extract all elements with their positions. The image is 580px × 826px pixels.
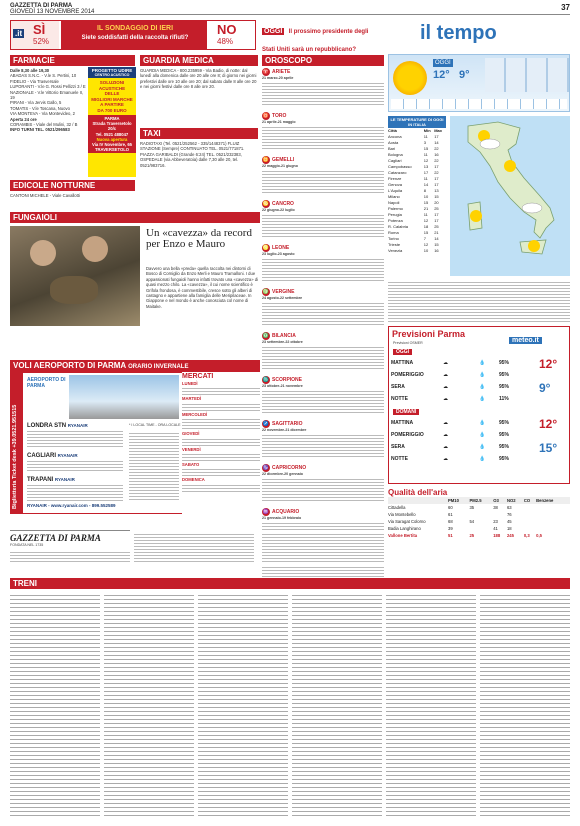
- farmacie-list: Dalle 8,30 alle 19,30 ABADAS S.N.C. - V.le S. Pertini, 10 FIDELIO - Via Trasversale LUPORANTI - V.le G. Rossi Pellizzi 3 / E NAZIONALE - V.le Vittorio Emanuele II, 19 PIRANI - Via Jervis Gallo, 5 TOMATIS - V.le Toscana, Nuovo VIA MONTEVA - Via Montevideo, 2 Aperta 24 ore CORAMBIS - Viale del Mulini, 32 / B INFO TURNI TEL. 0521/296583: [10, 68, 86, 133]
- oggi-poll: [262, 20, 372, 53]
- treni-title: TRENI: [10, 578, 570, 589]
- guardia-text: GUARDIA MEDICA - 800.235959 - Via Badio, di notte: dal lunedì alla domenica dalle ore 20 alle ore 8; di giorno nei giorni prefestivi dalle ore 10 alle ore 20; dal sabato dalle 8 alle ore 20 e nei giorni festivi dalle ore 8 alle ore 20.: [140, 68, 257, 90]
- publication: GAZZETTA DI PARMA GIOVEDÌ 13 NOVEMBRE 2014: [10, 3, 95, 15]
- day-domani-label: DOMANI: [393, 409, 419, 415]
- domani-min: 15°: [539, 441, 558, 455]
- fungaioli-photo: [10, 226, 140, 326]
- weather-strip: [388, 54, 570, 112]
- route-trapani: TRAPANI RYANAIR: [27, 477, 123, 501]
- airport-logo: AEROPORTO DI PARMA: [27, 377, 66, 389]
- route-cagliari: CAGLIARI RYANAIR: [27, 453, 123, 471]
- poll-box: [10, 20, 256, 50]
- capricorno-icon: ♑: [262, 465, 270, 471]
- sign-sagittario: ♐ SAGITTARIO 22 novembre-21 dicembre: [262, 420, 384, 464]
- sign-vergine: ♍ VERGINE 24 agosto-22 settembre: [262, 288, 384, 332]
- page-header: [10, 3, 570, 15]
- mercati: MERCATI LUNEDÌ MARTEDÌ MERCOLEDÌ GIOVEDÌ VENERDÌ SABATO DOMENICA: [182, 372, 260, 514]
- weather-title: il tempo: [420, 22, 497, 44]
- fungaioli-lead: Davvero una bella «preda» quella raccolta nei dintorni di Bosco di Corniglio da Enzo Merli e Mauro Tramalloni. I due appassionati fungaioli hanno infatti trovato una «cavezza» di quasi mezzo chilo. La «cavezza», il cui nome scientifico è Grifola frondosa, è commestibile, cresce sotto gli alberi di castagno e appartiene alla famiglia delle Meripilaceae. In Giappone e nel mondo è anche conosciuta col nome di Maitake.: [146, 266, 258, 309]
- sign-gemelli: ♊ GEMELLI 22 maggio-21 giugno: [262, 156, 384, 200]
- temperature-italia: LE TEMPERATURE DI OGGI IN ITALIA Città Min Max Ancona 11 17 Aosta 3 14 Bari 15 22 Bologna 11 16 Cagliari 12 22 Campobasso 13 17 Catanzaro 17 22 Firenze 11 17 Genova 14 17 L'Aquila 8 13 Milano 10 15 Napoli 15 20 Palermo 21 25 Perugia 11 17 Potenza 12 17 R. Calabria 18 25 Roma 15 21 Torino 7 14 Trieste 12 15 Venezia 10 16: [388, 116, 446, 254]
- previsioni-text: [388, 280, 570, 322]
- oggi-question: Il prossimo presidente degli Stati Uniti sarà un repubblicano?: [262, 29, 369, 53]
- previsioni-parma: [388, 326, 570, 484]
- scorpione-icon: ♏: [262, 377, 270, 383]
- sagittario-icon: ♐: [262, 421, 270, 427]
- edicole-line: CANTONI MICHELE - Viale Cavallotti: [10, 193, 80, 198]
- sign-scorpione: ♏ SCORPIONE 23 ottobre-21 novembre: [262, 376, 384, 420]
- sign-cancro: ♋ CANCRO 22 giugno-22 luglio: [262, 200, 384, 244]
- bilancia-icon: ♎: [262, 333, 270, 339]
- fungaioli-title: FUNGAIOLI: [10, 212, 260, 223]
- oroscopo-title: OROSCOPO: [262, 55, 384, 66]
- ryanair-footer: RYANAIR - www.ryanair.com - 899.552589: [27, 503, 116, 508]
- yes-label: SÌ: [33, 22, 46, 37]
- voli-title: VOLI AEROPORTO DI PARMA ORARIO INVERNALE: [10, 360, 260, 373]
- oggi-max: 12°: [539, 357, 558, 371]
- italy-map-svg: [450, 116, 570, 276]
- sign-leone: ♌ LEONE 23 luglio-23 agosto: [262, 244, 384, 288]
- gemelli-icon: ♊: [262, 157, 270, 163]
- acquario-icon: ♒: [262, 509, 270, 515]
- day-oggi-label: OGGI: [393, 349, 412, 355]
- edicole-title: EDICOLE NOTTURNE: [10, 180, 135, 191]
- yes-percent: 52%: [33, 37, 50, 46]
- treni-columns: [10, 592, 570, 818]
- oggi-table: MATTINA ☁ 💧 95% POMERIGGIO ☁ 💧 95% SERA ☁ 💧 95% NOTTE ☁ 💧 11%: [391, 360, 510, 402]
- taxi-title: TAXI: [140, 128, 258, 139]
- ticket-desk-side: Biglietteria Ticket desk +39.0521.951515: [11, 373, 23, 513]
- farmacie-title: FARMACIE: [10, 55, 135, 66]
- italy-map: [450, 116, 570, 276]
- credits: [134, 532, 254, 564]
- poll-title: IL SONDAGGIO DI IERI: [96, 25, 174, 32]
- ariete-icon: ♈: [262, 69, 270, 75]
- no-percent: 48%: [217, 37, 234, 46]
- legal-notice: [262, 532, 384, 564]
- sign-acquario: ♒ ACQUARIO 21 gennaio-19 febbraio: [262, 508, 384, 552]
- previsioni-by: Previsioni OSMER: [393, 341, 423, 345]
- masthead: GAZZETTA DI PARMA FONDATA NEL 1735: [10, 530, 130, 566]
- meteo-it-logo: meteo.it: [509, 337, 542, 344]
- sign-ariete: ♈ ARIETE 21 marzo-20 aprile: [262, 68, 384, 112]
- sign-bilancia: ♎ BILANCIA 23 settembre-22 ottobre: [262, 332, 384, 376]
- today-min: 9°: [459, 69, 470, 81]
- oggi-label: OGGI: [264, 28, 283, 35]
- today-chip: OGGI: [435, 60, 451, 66]
- sign-capricorno: ♑ CAPRICORNO 22 dicembre-20 gennaio: [262, 464, 384, 508]
- oggi-min: 9°: [539, 381, 551, 395]
- vergine-icon: ♍: [262, 289, 270, 295]
- progetto-udire-ad: PROGETTO UDIRE CENTRO ACUSTICO SOLUZIONI ACUSTICHE DELLE MIGLIORI MARCHE A PARTIRE DA 700 EURO PARMA Strada Traversetolo 20/c Tel. 0521 488047 Nuova apertura Via IV Novembre, 65 TRAVERSETOLO: [88, 67, 136, 177]
- domani-table: MATTINA ☁ 💧 95% POMERIGGIO ☁ 💧 95% SERA ☁ 💧 95% NOTTE ☁ 💧 95%: [391, 420, 510, 462]
- cancro-icon: ♋: [262, 201, 270, 207]
- domani-max: 12°: [539, 417, 558, 431]
- previsioni-title: Previsioni Parma: [392, 329, 466, 339]
- leone-icon: ♌: [262, 245, 270, 251]
- sign-toro: ♉ TORO 21 aprile-21 maggio: [262, 112, 384, 156]
- toro-icon: ♉: [262, 113, 270, 119]
- poll-question: Siete soddisfatti della raccolta rifiuti?: [81, 35, 189, 41]
- qualita-aria: Qualità dell'aria PM10 PM2.5 O3 NO2 CO Benzene Cittadella 60 35 38 63 Via Montebello 61 76 Via Saragat Colorno 68 54 23 45 Badia Langhirano 39 41 18 Vallone Bertita 51 25 188 245 0,3 0,5: [388, 488, 570, 562]
- taxi-text: RADIOTAXI (Tel. 0521/252562 - 335/1448371) FLUIZ STAZIONE (Sempre) CONTINUATO TEL. 0521/771871. PIAZZA GARIBALDI (Grande 6:24) TEL. 0521/232383, OSPEDALE (via Abbeveratoia) dalle 7,30 alle 20, tel. 0521/983716.: [140, 141, 245, 168]
- route-londra: LONDRA STN RYANAIR: [27, 423, 123, 447]
- no-label: NO: [217, 22, 237, 37]
- page-number: 37: [561, 3, 570, 12]
- airport-photo: [69, 375, 179, 419]
- guardia-title: GUARDIA MEDICA: [140, 55, 258, 66]
- today-max: 12°: [433, 69, 450, 81]
- local-time-note: * I LOCAL TIME - ORA LOCALE: [129, 423, 181, 427]
- site-logo: .it: [15, 29, 23, 38]
- oroscopo-list: [262, 68, 384, 596]
- fungaioli-headline: Un «cavezza» da record per Enzo e Mauro: [146, 227, 252, 250]
